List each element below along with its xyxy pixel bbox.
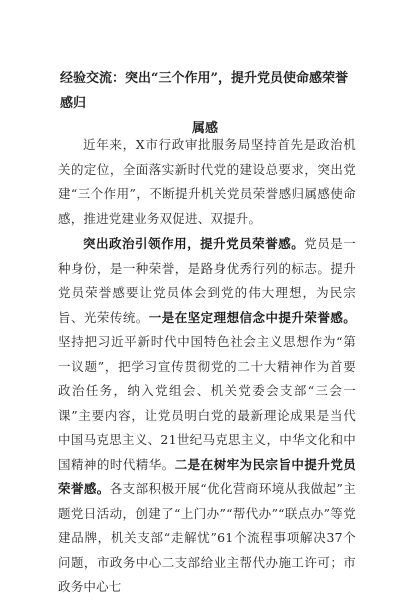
- point-one-text: 坚持把习近平新时代中国特色社会主义思想作为“第一议题”，把学习宣传贯彻党的二十大精神作为首要政治任务，纳入党组会、机关党委会支部“三会一课”主要内容，让党员明白党的最新理论成果是当代中国马克思主义、21世纪马克思主义，中华文化和中国精神的时代精华。: [58, 334, 356, 472]
- point-one-heading: 一是在坚定理想信念中提升荣誉感。: [148, 309, 356, 325]
- body-paragraph: [58, 232, 356, 600]
- title-line-1: 经验交流：突出“三个作用”，提升党员使命感荣誉感归: [60, 71, 348, 111]
- point-two-text: 各支部积极开展“优化营商环境从我做起”主题党日活动，创建了“上门办”“帮代办”“联点办”等党建品牌，机关支部“走解忧”61个流程事项解决37个问题，市政务中心二支部给业主帮代办施工许可；市政务中心七: [58, 481, 356, 594]
- title-line-2: 属感: [192, 121, 219, 136]
- section-text: 党员是一种身份，是一种荣誉，是路身优秀行列的标志。提升党员荣誉感要让党员体会到党的伟大理想，为民宗旨、光荣传统。: [58, 236, 356, 325]
- intro-paragraph: 近年来，X市行政审批服务局坚持首先是政治机关的定位，全面落实新时代党的建设总要求，突出党建“三个作用”，不断提升机关党员荣誉感归属感使命感，推进党建业务双促进、双提升。: [58, 137, 356, 226]
- document-title: [60, 66, 350, 141]
- point-two-heading: 二是在树牢为民宗旨中提升党员荣誉感。: [58, 456, 356, 496]
- section-heading: 突出政治引领作用，提升党员荣誉感。: [83, 236, 305, 251]
